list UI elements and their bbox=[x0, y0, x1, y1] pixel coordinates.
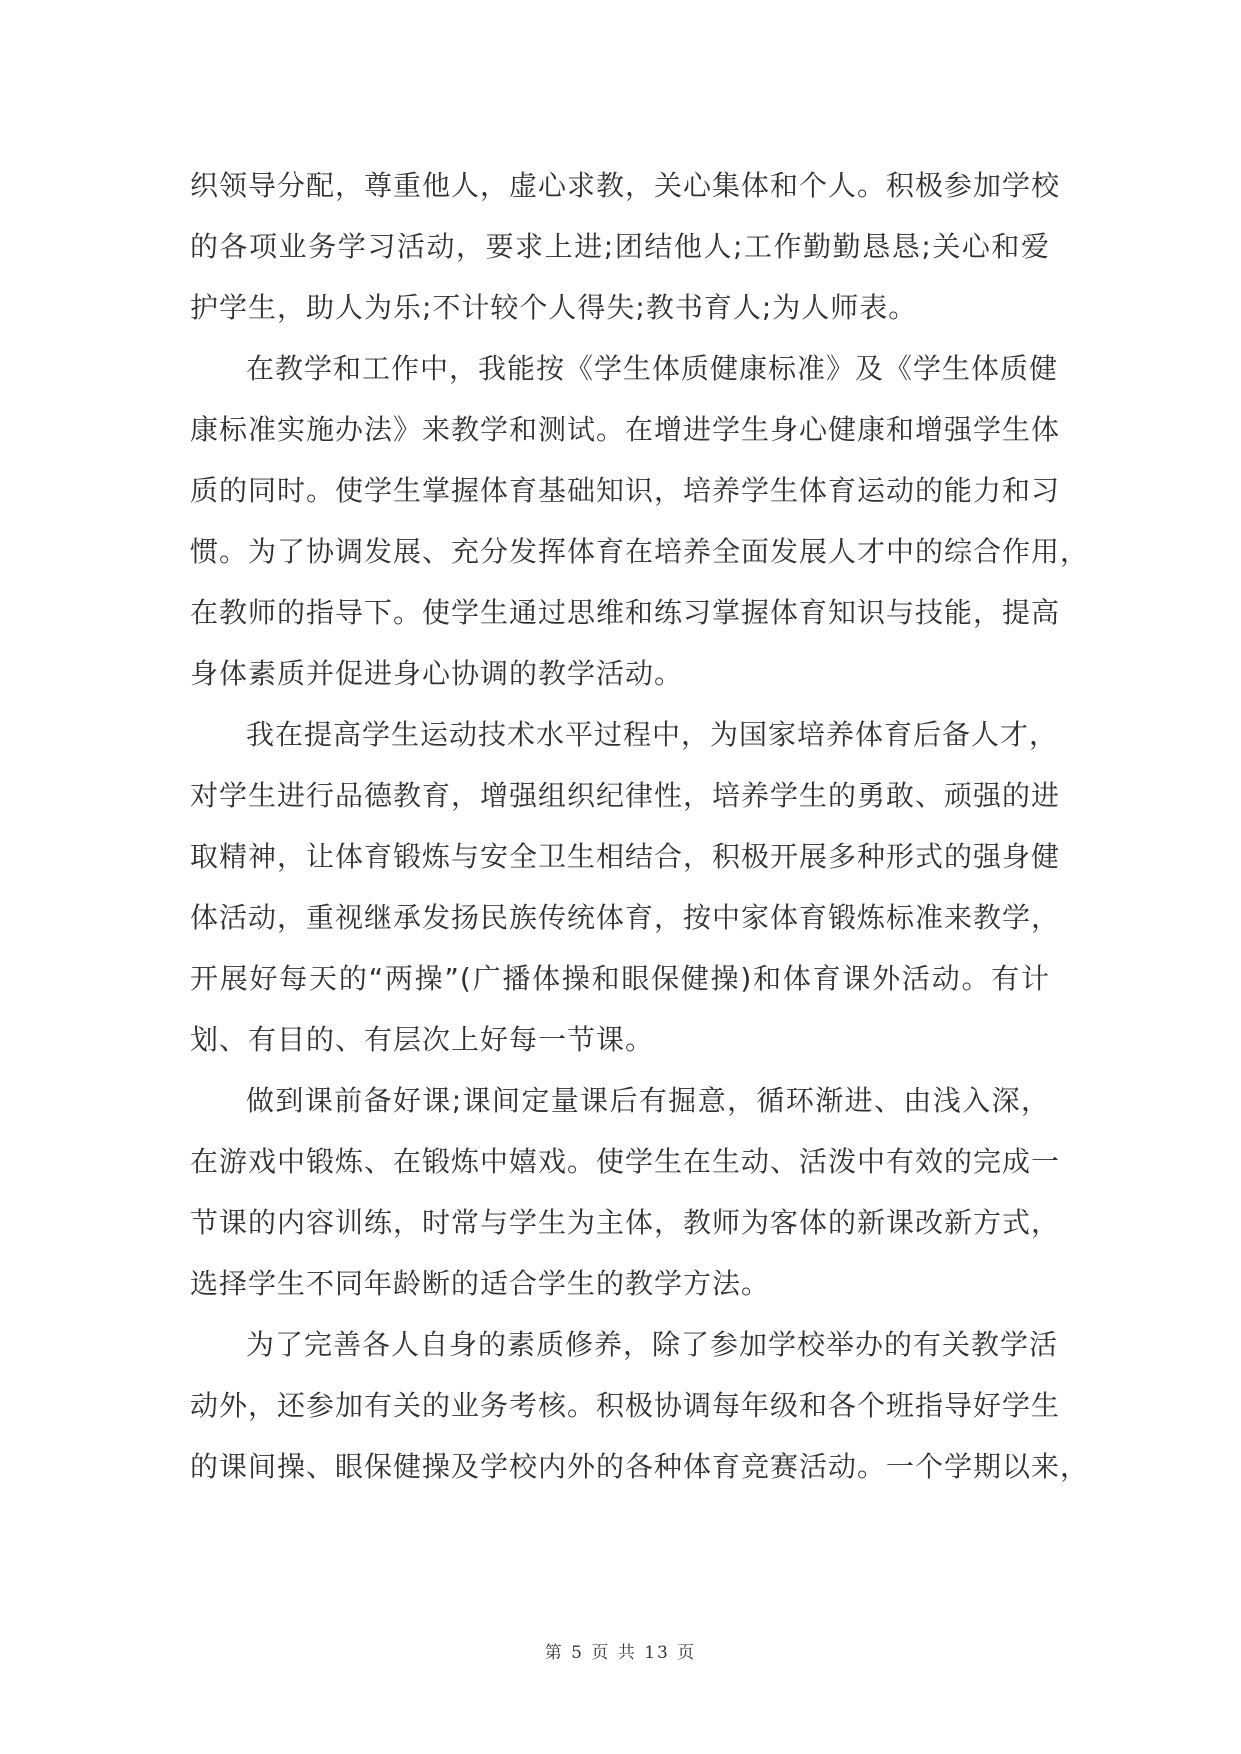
text-line: 动外，还参加有关的业务考核。积极协调每年级和各个班指导好学生 bbox=[190, 1389, 1061, 1422]
text-line: 对学生进行品德教育，增强组织纪律性，培养学生的勇敢、顽强的进 bbox=[190, 779, 1061, 812]
document-body bbox=[190, 155, 1090, 1497]
text-line: 身体素质并促进身心协调的教学活动。 bbox=[190, 657, 684, 690]
text-line: 开展好每天的“两操”(广播体操和眼保健操)和体育课外活动。有计 bbox=[190, 962, 1050, 995]
text-line: 取精神，让体育锻炼与安全卫生相结合，积极开展多种形式的强身健 bbox=[190, 840, 1061, 873]
text-line: 质的同时。使学生掌握体育基础知识，培养学生体育运动的能力和习 bbox=[190, 474, 1061, 507]
text-line: 体活动，重视继承发扬民族传统体育，按中家体育锻炼标准来教学， bbox=[190, 901, 1061, 934]
text-line: 的各项业务学习活动，要求上进;团结他人;工作勤勤恳恳;关心和爱 bbox=[190, 230, 1050, 263]
paragraph-first-line: 在教学和工作中，我能按《学生体质健康标准》及《学生体质健 bbox=[246, 352, 1059, 385]
text-line: 的课间操、眼保健操及学校内外的各种体育竞赛活动。一个学期以来， bbox=[190, 1450, 1090, 1483]
text-line: 惯。为了协调发展、充分发挥体育在培养全面发展人才中的综合作用， bbox=[190, 535, 1090, 568]
page-number-footer: 第 5 页 共 13 页 bbox=[544, 1643, 697, 1663]
text-line: 节课的内容训练，时常与学生为主体，教师为客体的新课改新方式， bbox=[190, 1206, 1061, 1239]
paragraph-first-line: 做到课前备好课;课间定量课后有掘意，循环渐进、由浅入深， bbox=[246, 1084, 1050, 1117]
text-line: 在游戏中锻炼、在锻炼中嬉戏。使学生在生动、活泼中有效的完成一 bbox=[190, 1145, 1061, 1178]
text-line: 划、有目的、有层次上好每一节课。 bbox=[190, 1023, 655, 1056]
text-line: 织领导分配，尊重他人，虚心求教，关心集体和个人。积极参加学校 bbox=[190, 169, 1061, 202]
paragraph-first-line: 为了完善各人自身的素质修养，除了参加学校举办的有关教学活 bbox=[246, 1328, 1059, 1361]
paragraph-first-line: 我在提高学生运动技术水平过程中，为国家培养体育后备人才， bbox=[246, 718, 1059, 751]
text-line: 护学生，助人为乐;不计较个人得失;教书育人;为人师表。 bbox=[190, 291, 918, 324]
text-line: 康标准实施办法》来教学和测试。在增进学生身心健康和增强学生体 bbox=[190, 413, 1061, 446]
text-line: 选择学生不同年龄断的适合学生的教学方法。 bbox=[190, 1267, 771, 1300]
text-line: 在教师的指导下。使学生通过思维和练习掌握体育知识与技能，提高 bbox=[190, 596, 1061, 629]
